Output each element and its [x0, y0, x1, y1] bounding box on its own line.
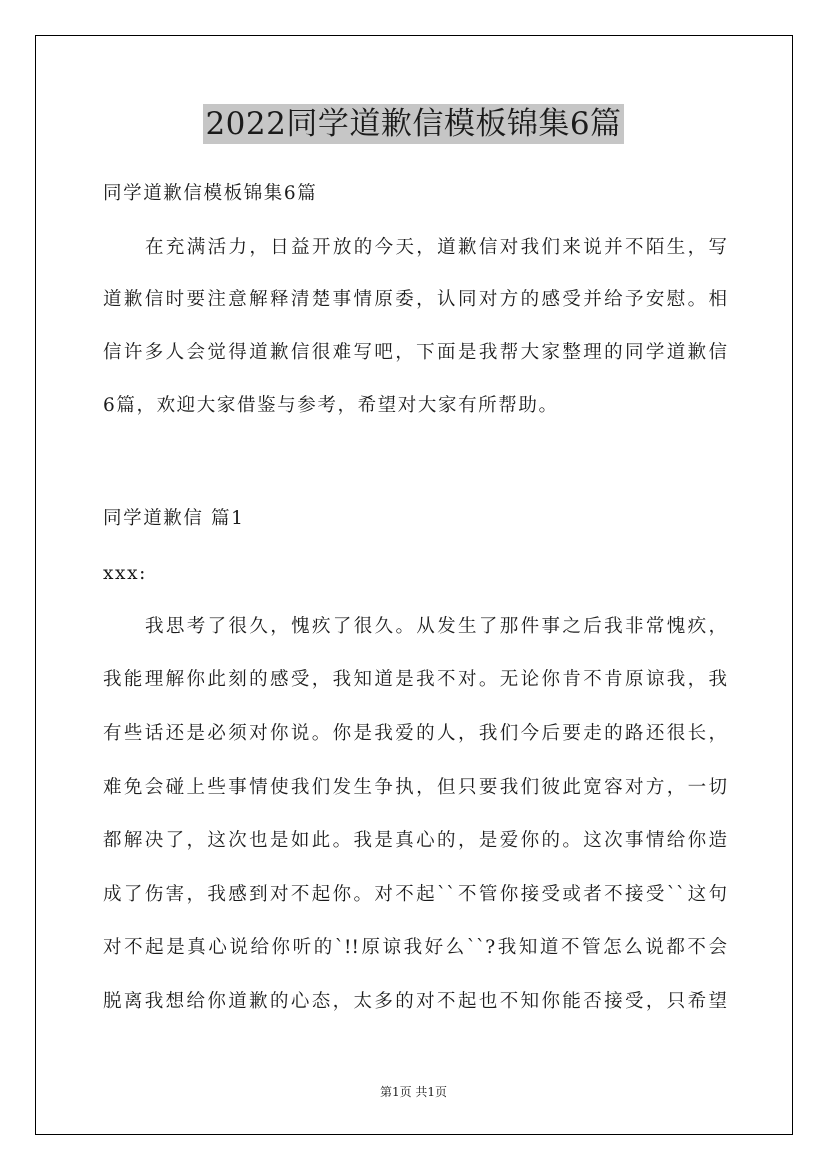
body-line: 对不起是真心说给你听的`!!原谅我好么``?我知道不管怎么说都不会: [103, 937, 727, 958]
body-line: 有些话还是必须对你说。你是我爱的人，我们今后要走的路还很长，: [103, 723, 727, 744]
salutation: xxx:: [103, 563, 147, 584]
intro-line: 道歉信时要注意解释清楚事情原委，认同对方的感受并给予安慰。相: [103, 289, 727, 310]
body-line: 都解决了，这次也是如此。我是真心的，是爱你的。这次事情给你造: [103, 830, 727, 851]
intro-line: 6篇，欢迎大家借鉴与参考，希望对大家有所帮助。: [103, 395, 559, 416]
section-heading: 同学道歉信 篇1: [103, 508, 245, 529]
body-line: 我思考了很久，愧疚了很久。从发生了那件事之后我非常愧疚，: [145, 616, 727, 637]
document-subtitle: 同学道歉信模板锦集6篇: [103, 183, 318, 204]
intro-line: 在充满活力，日益开放的今天，道歉信对我们来说并不陌生，写: [145, 237, 727, 258]
body-line: 成了伤害，我感到对不起你。对不起``不管你接受或者不接受``这句: [103, 884, 727, 905]
title-container: [0, 104, 827, 144]
intro-line: 信许多人会觉得道歉信很难写吧，下面是我帮大家整理的同学道歉信: [103, 342, 727, 363]
body-line: 难免会碰上些事情使我们发生争执，但只要我们彼此宽容对方，一切: [103, 777, 727, 798]
document-title: 2022同学道歉信模板锦集6篇: [205, 106, 622, 142]
page-footer: 第1页 共1页: [379, 1085, 448, 1099]
body-line: 脱离我想给你道歉的心态，太多的对不起也不知你能否接受，只希望: [103, 991, 727, 1012]
body-line: 我能理解你此刻的感受，我知道是我不对。无论你肯不肯原谅我，我: [103, 669, 727, 690]
